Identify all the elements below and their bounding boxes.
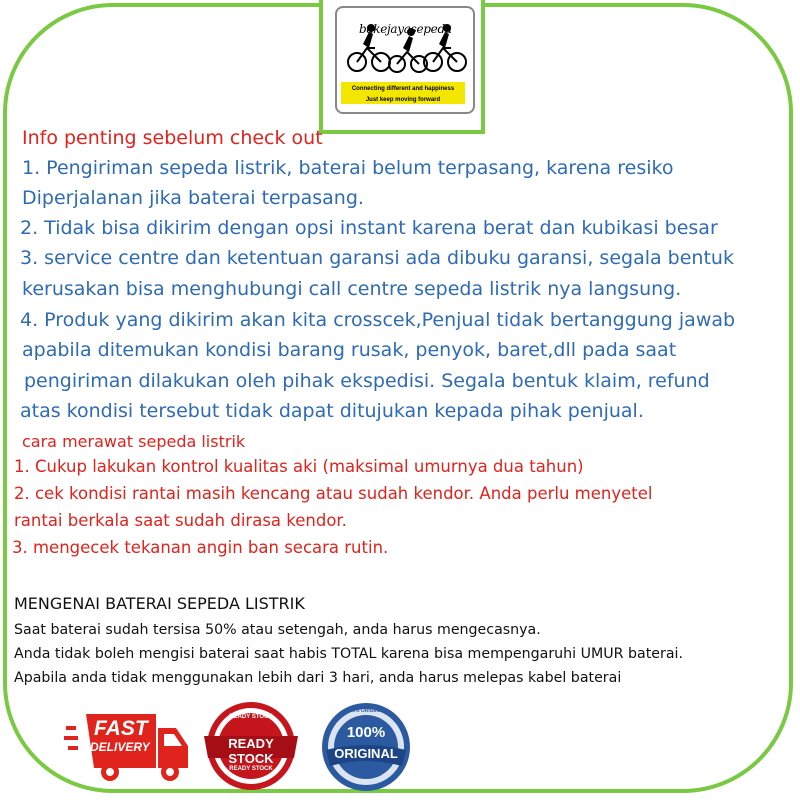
fast-delivery-badge bbox=[64, 704, 194, 788]
logo-brand-text: bakejayasepeda bbox=[359, 22, 452, 36]
battery-line-1: Saat baterai sudah tersisa 50% atau setengah, anda harus mengecasnya. bbox=[14, 622, 541, 638]
logo-tagline-2: Just keep moving forward bbox=[365, 97, 441, 103]
logo-tagline-1: Connecting different and happiness bbox=[351, 86, 455, 92]
fast-label: FAST bbox=[94, 717, 148, 740]
logo-box bbox=[319, 0, 485, 134]
original-ring-text: 100% ORIGINAL bbox=[346, 708, 386, 714]
info-line-3: 2. Tidak bisa dikirim dengan opsi instant karena berat dan kubikasi besar bbox=[20, 217, 718, 239]
ready-stock-label: READY STOCK bbox=[228, 736, 274, 766]
care-line-1: 1. Cukup lakukan kontrol kualitas aki (maksimal umurnya dua tahun) bbox=[14, 457, 584, 476]
care-line-2: 2. cek kondisi rantai masih kencang atau sudah kendor. Anda perlu menyetel bbox=[14, 484, 653, 503]
info-line-2: Diperjalanan jika baterai terpasang. bbox=[22, 187, 364, 209]
info-line-1: 1. Pengiriman sepeda listrik, baterai belum terpasang, karena resiko bbox=[22, 157, 674, 179]
battery-heading: MENGENAI BATERAI SEPEDA LISTRIK bbox=[14, 594, 305, 613]
brand-logo bbox=[335, 6, 475, 114]
delivery-label: DELIVERY bbox=[90, 740, 150, 754]
ready-stock-ring-bottom: READY STOCK bbox=[229, 766, 273, 772]
info-line-7: apabila ditemukan kondisi barang rusak, penyok, baret,dll pada saat bbox=[22, 339, 677, 361]
info-line-8: pengiriman dilakukan oleh pihak ekspedisi. Segala bentuk klaim, refund bbox=[24, 370, 710, 392]
care-line-3: rantai berkala saat sudah dirasa kendor. bbox=[14, 511, 347, 530]
original-badge bbox=[318, 700, 414, 794]
info-line-5: kerusakan bisa menghubungi call centre sepeda listrik nya langsung. bbox=[22, 278, 682, 300]
care-line-4: 3. mengecek tekanan angin ban secara rutin. bbox=[12, 538, 389, 557]
info-heading: Info penting sebelum check out bbox=[22, 127, 323, 149]
ready-stock-badge bbox=[202, 700, 300, 792]
original-label: ORIGINAL bbox=[334, 746, 398, 761]
battery-line-2: Anda tidak boleh mengisi baterai saat habis TOTAL karena bisa mempengaruhi UMUR baterai. bbox=[14, 646, 683, 662]
info-line-4: 3. service centre dan ketentuan garansi ada dibuku garansi, segala bentuk bbox=[20, 247, 734, 269]
logo-tagline-band bbox=[341, 82, 465, 104]
battery-line-3: Apabila anda tidak menggunakan lebih dari 3 hari, anda harus melepas kabel baterai bbox=[14, 670, 622, 686]
info-line-9: atas kondisi tersebut tidak dapat ditujukan kepada pihak penjual. bbox=[20, 400, 644, 422]
care-heading: cara merawat sepeda listrik bbox=[22, 432, 246, 451]
original-percent: 100% bbox=[346, 724, 386, 741]
ready-stock-ring-top: READY STOCK bbox=[229, 714, 273, 720]
info-line-6: 4. Produk yang dikirim akan kita crosscek,Penjual tidak bertanggung jawab bbox=[20, 309, 736, 331]
